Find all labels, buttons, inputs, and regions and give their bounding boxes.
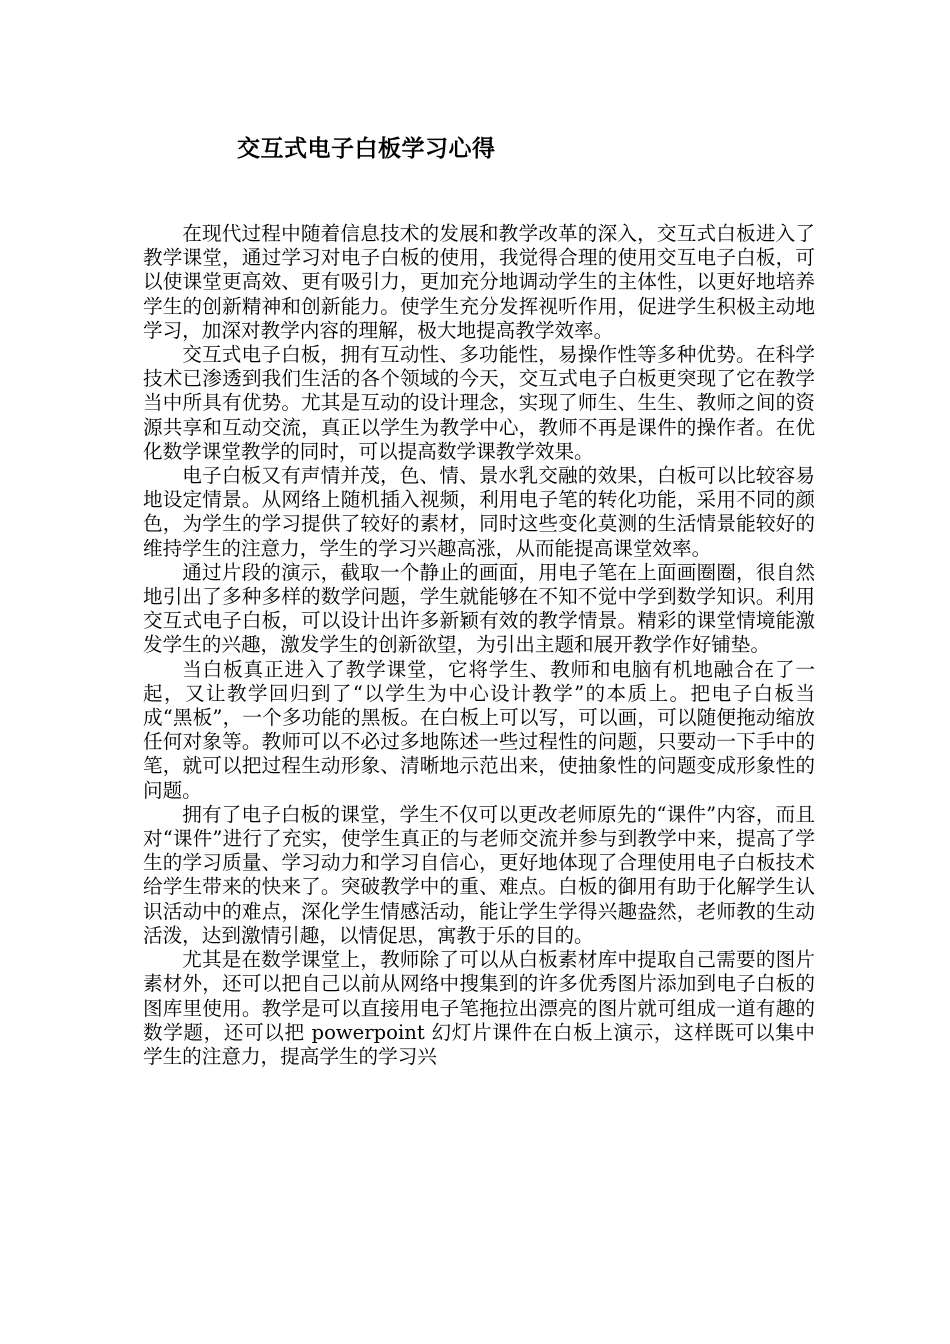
paragraph-1: 在现代过程中随着信息技术的发展和教学改革的深入，交互式白板进入了教学课堂，通过学习对电子白板的使用，我觉得合理的使用交互电子白板，可以使课堂更高效、更有吸引力，更加充分地调动学生的主体性，以更好地培养学生的创新精神和创新能力。使学生充分发挥视听作用，促进学生积极主动地学习，加深对教学内容的理解，极大地提高教学效率。 <box>143 222 815 342</box>
paragraph-6: 拥有了电子白板的课堂，学生不仅可以更改老师原先的“课件”内容，而且对“课件”进行了充实，使学生真正的与老师交流并参与到教学中来，提高了学生的学习质量、学习动力和学习自信心，更好地体现了合理使用电子白板技术给学生带来的快来了。突破教学中的重、难点。白板的御用有助于化解学生认识活动中的难点，深化学生情感活动，能让学生学得兴趣盎然，老师教的生动活泼，达到激情引趣，以情促思，寓教于乐的目的。 <box>143 802 815 947</box>
paragraph-4: 通过片段的演示，截取一个静止的画面，用电子笔在上面画圈圈，很自然地引出了多种多样的数学问题，学生就能够在不知不觉中学到数学知识。利用交互式电子白板，可以设计出许多新颖有效的教学情景。精彩的课堂情境能激发学生的兴趣，激发学生的创新欲望，为引出主题和展开教学作好铺垫。 <box>143 560 815 657</box>
paragraph-7: 尤其是在数学课堂上，教师除了可以从白板素材库中提取自己需要的图片素材外，还可以把自己以前从网络中搜集到的许多优秀图片添加到电子白板的图库里使用。教学是可以直接用电子笔拖拉出漂亮的图片就可组成一道有趣的数学题，还可以把 powerpoint 幻灯片课件在白板上演示，这样既可以集中学生的注意力，提高学生的学习兴 <box>143 948 815 1068</box>
paragraph-3: 电子白板又有声情并茂，色、情、景水乳交融的效果，白板可以比较容易地设定情景。从网络上随机插入视频，利用电子笔的转化功能，采用不同的颜色，为学生的学习提供了较好的素材，同时这些变化莫测的生活情景能较好的维持学生的注意力，学生的学习兴趣高涨，从而能提高课堂效率。 <box>143 464 815 560</box>
document-title: 交互式电子白板学习心得 <box>237 136 496 162</box>
paragraph-2: 交互式电子白板，拥有互动性、多功能性，易操作性等多种优势。在科学技术已渗透到我们生活的各个领域的今天，交互式电子白板更突现了它在教学当中所具有优势。尤其是互动的设计理念，实现了师生、生生、教师之间的资源共享和互动交流，真正以学生为教学中心，教师不再是课件的操作者。在优化数学课堂教学的同时，可以提高数学课教学效果。 <box>143 343 815 463</box>
paragraph-5: 当白板真正进入了教学课堂，它将学生、教师和电脑有机地融合在了一起，又让教学回归到了“以学生为中心设计教学”的本质上。把电子白板当成“黑板”，一个多功能的黑板。在白板上可以写，可以画，可以随便拖动缩放任何对象等。教师可以不必过多地陈述一些过程性的问题，只要动一下手中的笔，就可以把过程生动形象、清晰地示范出来，使抽象性的问题变成形象性的问题。 <box>143 657 815 802</box>
document-body <box>143 222 815 1069</box>
